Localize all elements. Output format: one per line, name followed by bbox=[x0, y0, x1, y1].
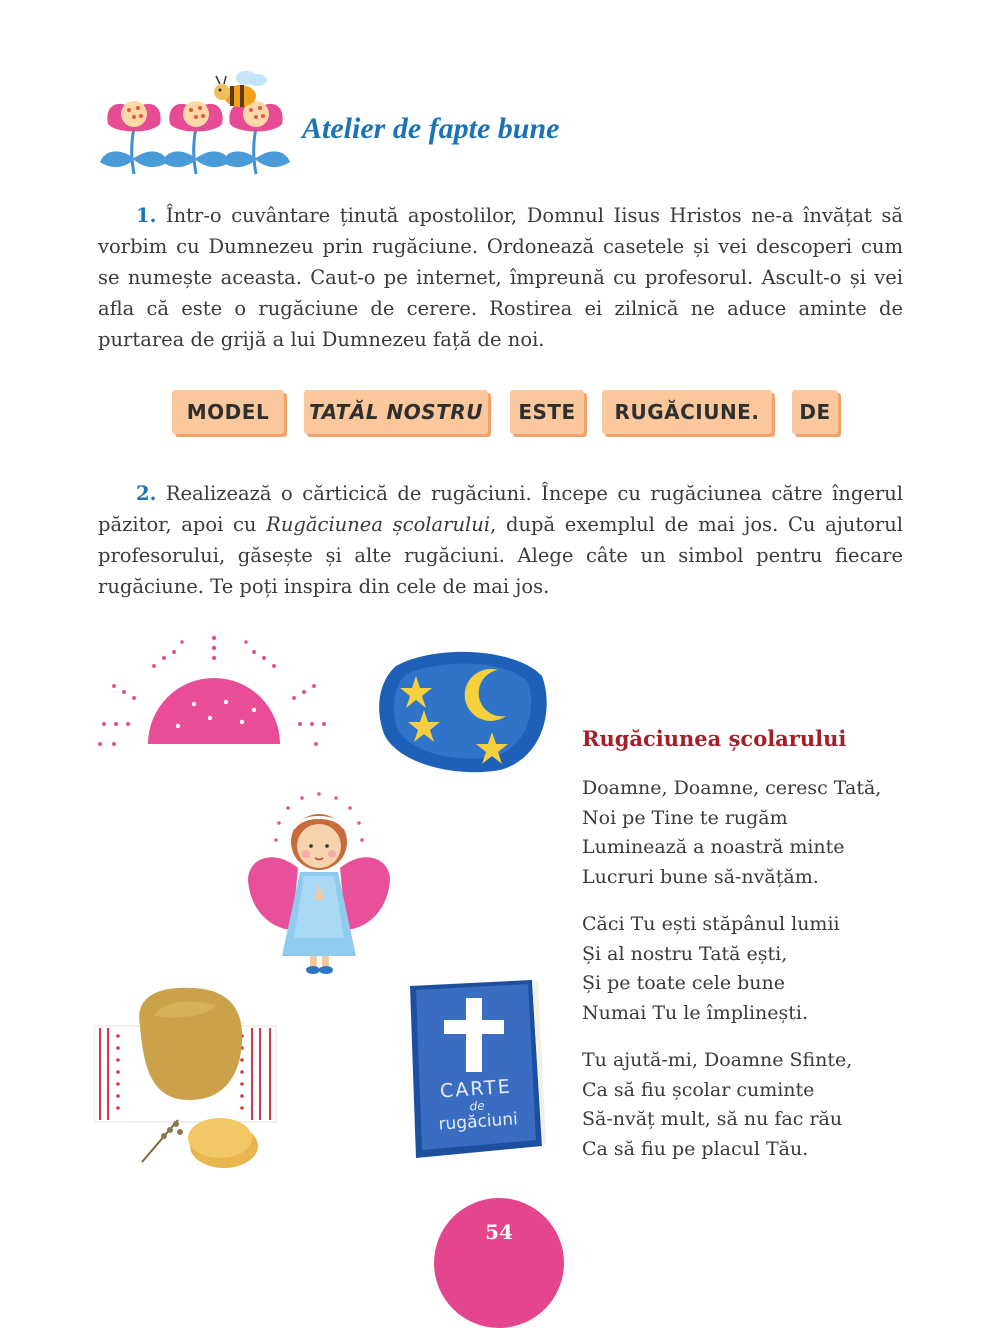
exercise-2-number: 2. bbox=[136, 482, 157, 505]
poem-line: Și pe toate cele bune bbox=[582, 972, 786, 994]
poem-stanza-3 bbox=[582, 1046, 852, 1164]
page-title: Atelier de fapte bune bbox=[302, 112, 560, 145]
word-tile: RUGĂCIUNE. bbox=[602, 390, 772, 434]
word-tile: MODEL bbox=[172, 390, 284, 434]
flowers-bee-illustration bbox=[96, 66, 296, 186]
exercise-2-italic: Rugăciunea școlarului bbox=[266, 513, 491, 536]
poem-line: Numai Tu le împlinești. bbox=[582, 1001, 809, 1024]
poem-line: Lucruri bune să-nvățăm. bbox=[582, 865, 819, 888]
flower-icon bbox=[162, 101, 230, 174]
exercise-1-text bbox=[98, 200, 903, 355]
exercise-1-number: 1. bbox=[136, 204, 157, 227]
word-tile: DE bbox=[792, 390, 838, 434]
sun-icon bbox=[94, 632, 334, 752]
book-label-line-2: de bbox=[469, 1098, 486, 1114]
poem-line: Noi pe Tine te rugăm bbox=[582, 806, 788, 829]
book-label-line-3: rugăciuni bbox=[437, 1109, 519, 1135]
book-label-line-1: CARTE bbox=[439, 1075, 513, 1103]
exercise-2-text bbox=[98, 478, 903, 602]
bread-towel-icon bbox=[94, 986, 294, 1176]
poem-line: Ca să fiu pe placul Tău. bbox=[582, 1137, 809, 1160]
exercise-2-body-end: , după exemplul de mai jos. Cu ajutorul profesorului, găsește și alte rugăciuni. Alege câte un simbol pentru fiecare rugăciune. Te poți inspira din cele de mai jos. bbox=[98, 513, 904, 598]
poem-title: Rugăciunea școlarului bbox=[582, 726, 847, 751]
page-number: 54 bbox=[485, 1220, 513, 1244]
word-tile: ESTE bbox=[510, 390, 584, 434]
night-sky-icon bbox=[376, 646, 550, 776]
poem-line: Luminează a noastră minte bbox=[582, 836, 845, 858]
poem-stanza-1 bbox=[582, 774, 881, 892]
poem-stanza-2 bbox=[582, 910, 840, 1028]
poem-line: Ca să fiu școlar cuminte bbox=[582, 1078, 815, 1101]
angel-icon bbox=[244, 788, 394, 984]
exercise-1-body: Într-o cuvântare ținută apostolilor, Domnul Iisus Hristos ne-a învățat să vorbim cu Dumnezeu prin rugăciune. Ordonează casetele și vei descoperi cum se numește aceasta. Caut-o pe internet, împreună cu profesorul. Ascult-o și vei afla că este o rugăciune de cerere. Rostirea ei zilnică ne aduce aminte de purtarea de grijă a lui Dumnezeu față de noi. bbox=[98, 204, 903, 351]
poem-line: Căci Tu ești stăpânul lumii bbox=[582, 913, 840, 935]
page-number-badge bbox=[434, 1198, 564, 1328]
poem-line: Și al nostru Tată ești, bbox=[582, 942, 788, 965]
exercise-2-body-start: Realizează o cărticică de rugăciuni. Începe cu rugăciunea către îngerul păzitor, apoi cu bbox=[98, 482, 904, 536]
poem-line: Tu ajută-mi, Doamne Sfinte, bbox=[582, 1049, 853, 1071]
poem-line: Să-nvăț mult, să nu fac rău bbox=[582, 1108, 843, 1130]
prayer-book-illustration bbox=[402, 976, 548, 1162]
word-tile: TATĂL NOSTRU bbox=[304, 390, 488, 434]
flower-icon bbox=[100, 101, 168, 174]
flower-icon bbox=[222, 101, 290, 174]
poem-line: Doamne, Doamne, ceresc Tată, bbox=[582, 777, 882, 799]
